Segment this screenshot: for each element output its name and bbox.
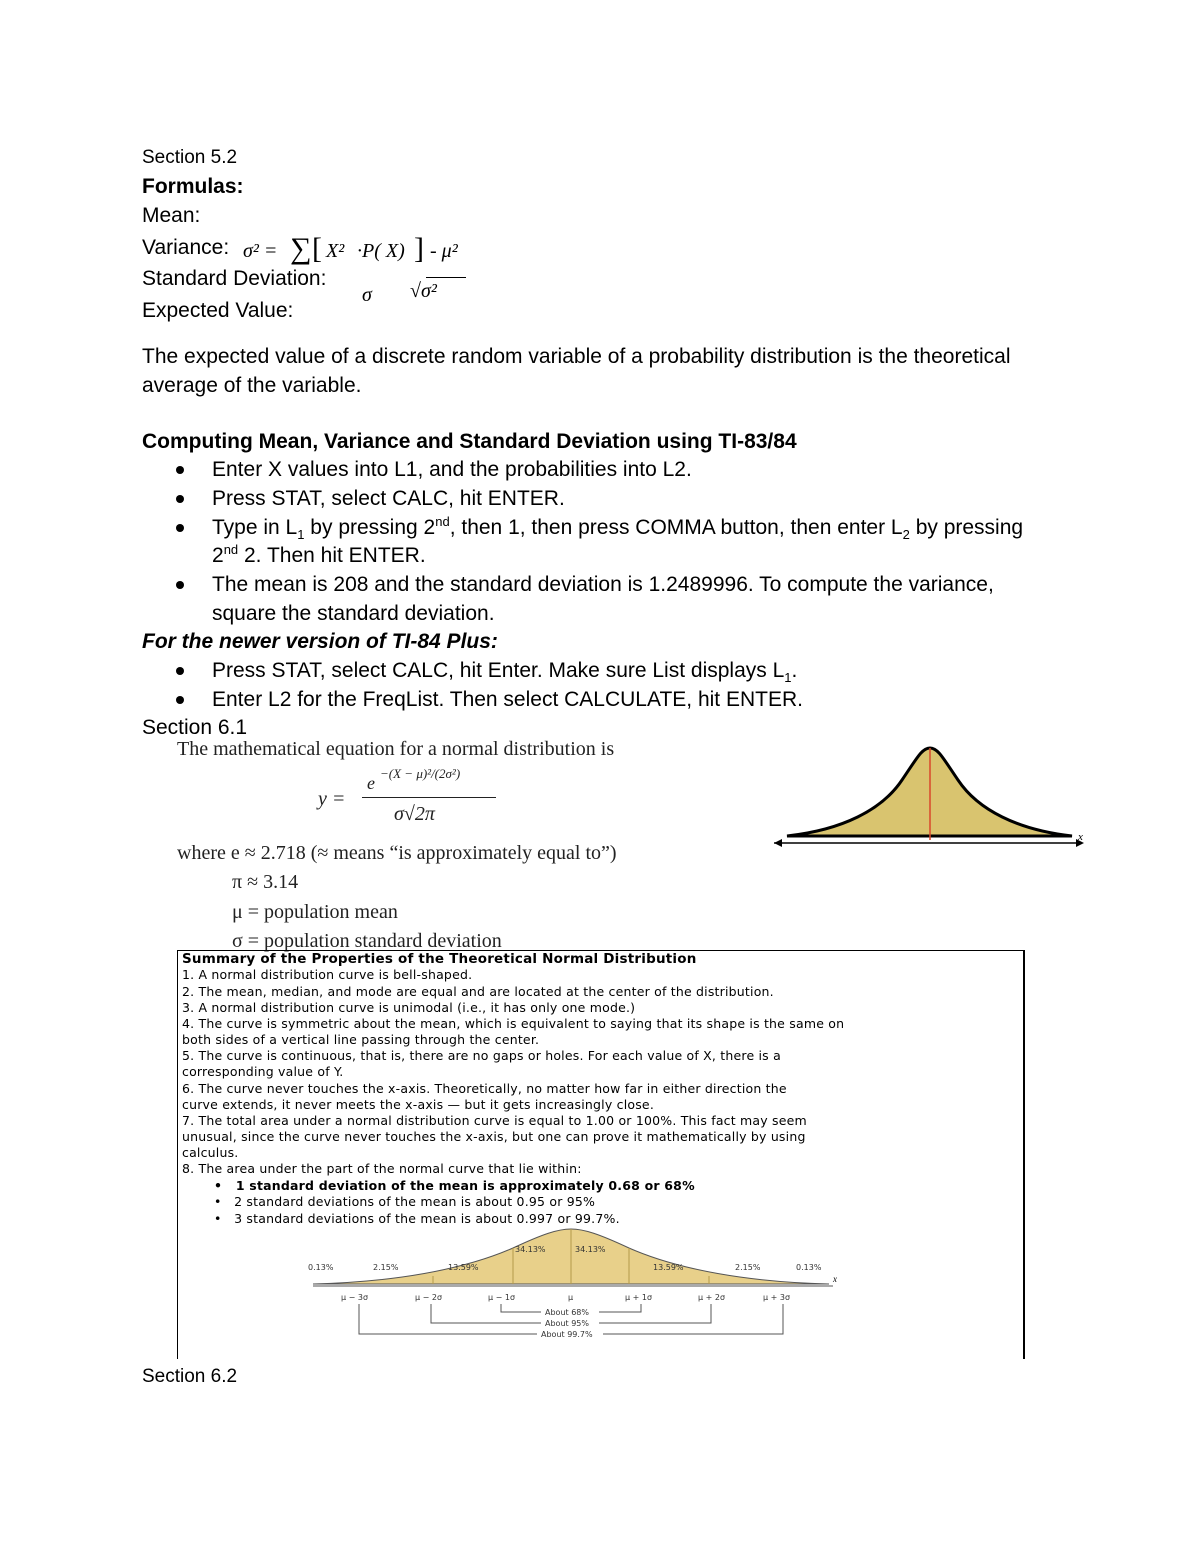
bullet-dot: [176, 495, 184, 503]
bullet3-sup1: nd: [435, 514, 450, 529]
section-5-2-heading: Section 5.2: [142, 147, 238, 168]
list-item-continuation: [212, 599, 495, 628]
std-sqrt: √σ²: [410, 280, 437, 302]
bullet-text: Press STAT, select CALC, hit ENTER.: [212, 487, 565, 510]
axis-label: μ − 1σ: [488, 1293, 516, 1302]
where-line-mu: μ = population mean: [232, 901, 398, 923]
percent-label: 34.13%: [515, 1245, 546, 1254]
list-item: [212, 685, 803, 714]
variance-bracket-close: ]: [414, 232, 424, 265]
variance-sigma2: σ² =: [243, 240, 278, 262]
expected-paragraph-line2: average of the variable.: [142, 374, 362, 397]
variance-bracket-open: [: [312, 232, 322, 265]
summary-line: 7. The total area under a normal distribution curve is equal to 1.00 or 100%. This fact may seem: [182, 1113, 807, 1128]
summary-line: calculus.: [182, 1145, 239, 1160]
where-line-pi: π ≈ 3.14: [232, 871, 299, 893]
range-label: About 95%: [545, 1319, 589, 1328]
std-sigma: σ: [362, 284, 372, 306]
summary-line: 4. The curve is symmetric about the mean, which is equivalent to saying that its shape is the same on: [182, 1016, 845, 1031]
bullet3-line2-a: 2: [212, 544, 224, 567]
newer-bullet1-b: .: [791, 659, 798, 682]
percent-label: 0.13%: [308, 1263, 334, 1272]
section-6-1-heading: Section 6.1: [142, 716, 248, 739]
summary-box: [177, 950, 1025, 1359]
variance-px: ·P( X): [357, 240, 405, 262]
bullet-dot: [176, 524, 184, 532]
summary-sub-bullet-text: 3 standard deviations of the mean is about 0.997 or 99.7%.: [234, 1211, 620, 1226]
mean-label: Mean:: [142, 204, 201, 227]
summary-line: curve extends, it never meets the x-axis — but it gets increasingly close.: [182, 1097, 654, 1112]
axis-label: μ: [568, 1293, 574, 1302]
bullet3-sub2: 2: [902, 527, 910, 543]
bullet-text: [212, 514, 1024, 543]
newer-bullet1-a: Press STAT, select CALC, hit Enter. Make sure List displays L: [212, 659, 785, 682]
bell-curve-axis-label: x: [1078, 831, 1083, 843]
bullet-dot: [176, 667, 184, 675]
formulas-heading: Formulas:: [142, 175, 244, 198]
bullet3-part-c: , then 1, then press COMMA button, then enter L: [449, 516, 903, 539]
axis-label: μ + 1σ: [625, 1293, 653, 1302]
bullet3-line2-b: 2. Then hit ENTER.: [238, 544, 426, 567]
eq-numerator: e: [367, 773, 375, 793]
summary-line: 1. A normal distribution curve is bell-shaped.: [182, 967, 473, 982]
bell-curve-figure: [772, 740, 1092, 855]
sqrt-bar: [426, 277, 466, 278]
bullet3-line2-sup: nd: [223, 542, 239, 557]
variance-sum-symbol: ∑: [290, 232, 312, 265]
summary-line: corresponding value of Y.: [182, 1064, 344, 1079]
computing-heading: Computing Mean, Variance and Standard Deviation using TI-83/84: [142, 430, 797, 453]
summary-sub-bullet-text: 1 standard deviation of the mean is approximately 0.68 or 68%: [235, 1178, 695, 1193]
summary-line: 5. The curve is continuous, that is, there are no gaps or holes. For each value of X, there is a: [182, 1048, 781, 1063]
percent-label: 13.59%: [448, 1263, 479, 1272]
eq-fraction-bar: [362, 797, 496, 798]
percent-label: 34.13%: [575, 1245, 606, 1254]
summary-line: 2. The mean, median, and mode are equal and are located at the center of the distribution.: [182, 984, 774, 999]
summary-line: both sides of a vertical line passing through the center.: [182, 1032, 540, 1047]
percent-label: 0.13%: [796, 1263, 822, 1272]
list-item: [212, 513, 1023, 542]
empirical-axis-var: x: [833, 1274, 837, 1284]
variance-x2: X²: [326, 240, 345, 262]
std-dev-label: Standard Deviation:: [142, 267, 327, 290]
list-item: [212, 484, 565, 513]
bullet-text: The mean is 208 and the standard deviation is 1.2489996. To compute the variance,: [212, 573, 994, 596]
equation-intro: The mathematical equation for a normal distribution is: [177, 738, 615, 760]
axis-label: μ + 2σ: [698, 1293, 726, 1302]
expected-paragraph-line1: The expected value of a discrete random variable of a probability distribution is the theoretical: [142, 345, 1011, 368]
empirical-rule-chart: [303, 1226, 843, 1351]
list-item: [212, 570, 994, 599]
bullet-text: square the standard deviation.: [212, 602, 495, 625]
bullet3-part-a: Type in L: [212, 516, 298, 539]
axis-label: μ − 2σ: [415, 1293, 443, 1302]
percent-label: 13.59%: [653, 1263, 684, 1272]
variance-minus-mu: - μ²: [430, 240, 458, 262]
bell-curve-axis-arrow-left: [774, 839, 782, 847]
summary-title: Summary of the Properties of the Theoretical Normal Distribution: [182, 951, 697, 967]
bullet3-part-b: by pressing 2: [304, 516, 436, 539]
where-line-sigma: σ = population standard deviation: [232, 930, 502, 952]
list-item: [212, 455, 692, 484]
axis-label: μ + 3σ: [763, 1293, 791, 1302]
percent-label: 2.15%: [373, 1263, 399, 1272]
eq-denominator: σ√2π: [394, 803, 435, 825]
variance-label: Variance:: [142, 236, 230, 259]
bullet-dot: [176, 696, 184, 704]
newer-version-heading: For the newer version of TI-84 Plus:: [142, 630, 498, 653]
bullet-text: Enter L2 for the FreqList. Then select CALCULATE, hit ENTER.: [212, 688, 803, 711]
eq-y: y =: [318, 788, 346, 810]
bullet-text: Enter X values into L1, and the probabilities into L2.: [212, 458, 692, 481]
expected-value-label: Expected Value:: [142, 299, 294, 322]
where-line-e: where e ≈ 2.718 (≈ means “is approximately equal to”): [177, 842, 617, 864]
range-label: About 68%: [545, 1308, 589, 1317]
newer-bullet1-sub: 1: [784, 670, 792, 686]
list-item: [212, 656, 797, 685]
bullet-text: [212, 659, 798, 686]
axis-label: μ − 3σ: [341, 1293, 369, 1302]
summary-sub-bullet: • 3 standard deviations of the mean is about 0.997 or 99.7%.: [214, 1211, 620, 1226]
list-item-continuation: [212, 541, 426, 570]
bullet-dot: [176, 581, 184, 589]
summary-line: 3. A normal distribution curve is unimodal (i.e., it has only one mode.): [182, 1000, 636, 1015]
summary-sub-bullet: • 1 standard deviation of the mean is approximately 0.68 or 68%: [214, 1178, 695, 1193]
summary-line: 6. The curve never touches the x-axis. Theoretically, no matter how far in either direction the: [182, 1081, 787, 1096]
range-label: About 99.7%: [541, 1330, 593, 1339]
bullet3-part-d: by pressing: [909, 516, 1024, 539]
bullet-dot: [176, 466, 184, 474]
percent-label: 2.15%: [735, 1263, 761, 1272]
summary-line: 8. The area under the part of the normal curve that lie within:: [182, 1161, 582, 1176]
summary-line: unusual, since the curve never touches the x-axis, but one can prove it mathematically by using: [182, 1129, 806, 1144]
bullet3-sub1: 1: [297, 527, 305, 543]
summary-sub-bullet-text: 2 standard deviations of the mean is about 0.95 or 95%: [234, 1194, 596, 1209]
section-6-2-heading: Section 6.2: [142, 1366, 238, 1387]
summary-sub-bullet: • 2 standard deviations of the mean is about 0.95 or 95%: [214, 1194, 596, 1209]
eq-exponent: −(X − μ)²/(2σ²): [380, 766, 461, 781]
